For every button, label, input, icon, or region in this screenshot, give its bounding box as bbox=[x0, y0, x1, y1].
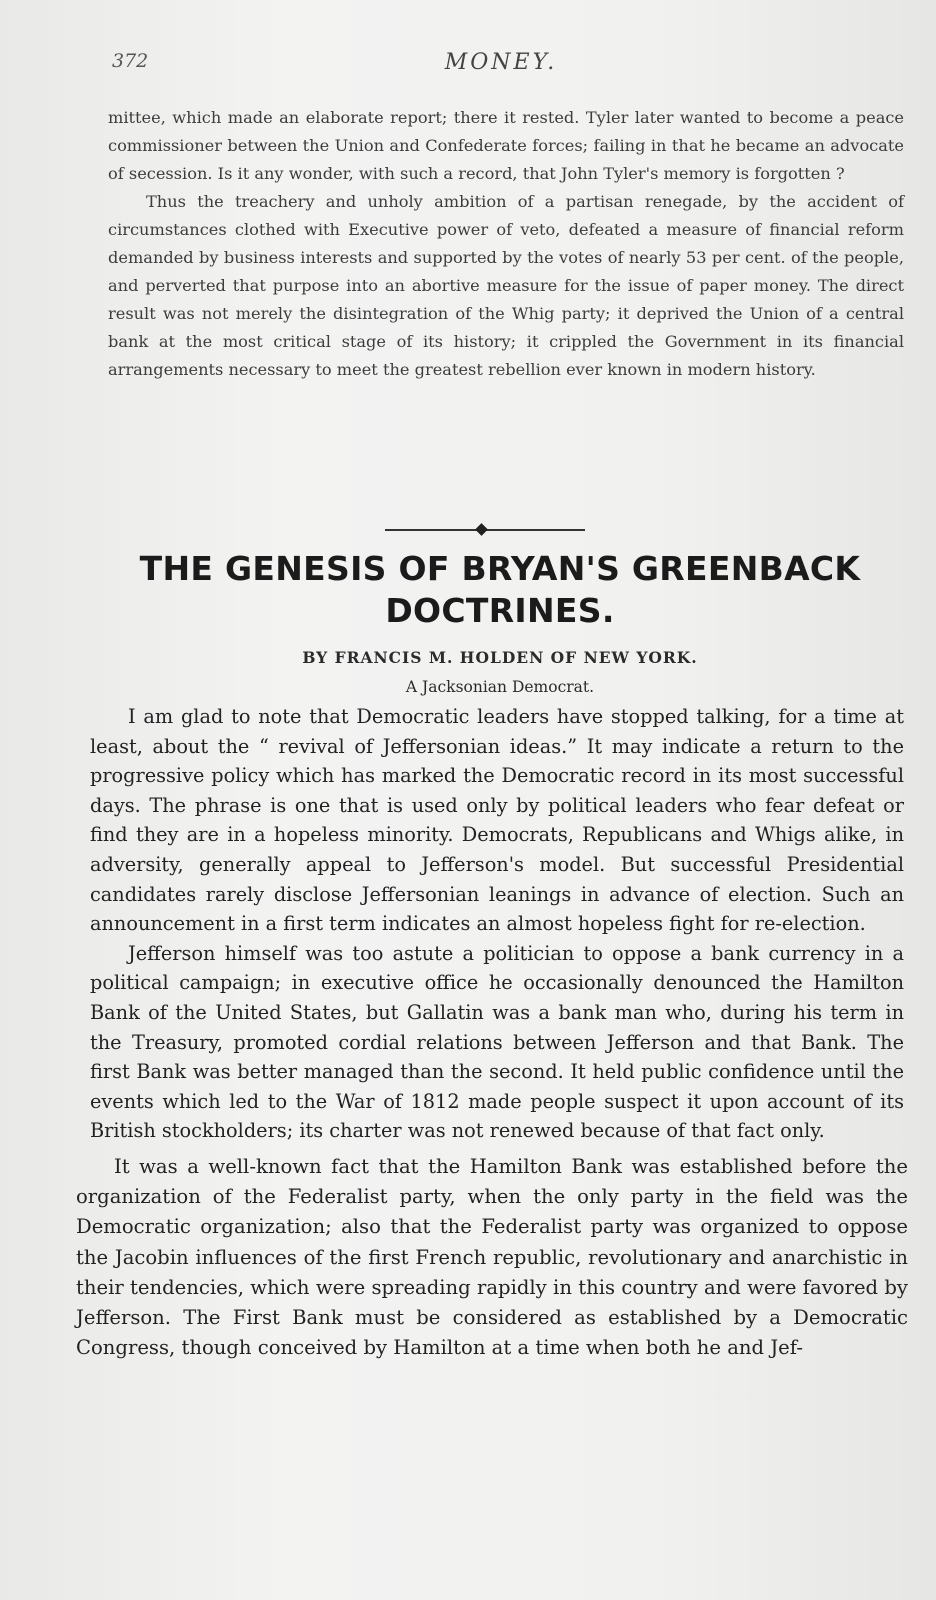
previous-paragraph: mittee, which made an elaborate report; there it rested. Tyler later wanted to become a peace commissioner between the Union and Confederate forces; failing in that he became an advocate of secession. Is it any wonder, with such a record, that John Tyler's memory is forgotten ? bbox=[108, 108, 904, 183]
article-paragraph: It was a well-known fact that the Hamilton Bank was established before the organization of the Federalist party, when the only party in the field was the Democratic organization; also that the Federalist party was organized to oppose the Jacobin influences of the first French republic, revolutionary and anarchistic in their tendencies, which were spreading rapidly in this country and were favored by Jefferson. The First Bank must be considered as established by a Democratic Congress, though conceived by Hamilton at a time when both he and Jef- bbox=[76, 1154, 908, 1360]
article-byline: BY FRANCIS M. HOLDEN OF NEW YORK. bbox=[302, 648, 698, 667]
article-title: THE GENESIS OF BRYAN'S GREENBACK DOCTRINES. bbox=[139, 549, 861, 630]
page-number: 372 bbox=[112, 50, 149, 72]
article-paragraph: I am glad to note that Democratic leaders have stopped talking, for a time at least, about the “ revival of Jeffersonian ideas.” It may indicate a return to the progressive policy which has marked the Democratic record in its most successful days. The phrase is one that is used only by political leaders who fear defeat or find they are in a hopeless minority. Democrats, Republicans and Whigs alike, in adversity, generally appeal to Jefferson's model. But successful Presidential candidates rarely disclose Jeffersonian leanings in advance of election. Such an announcement in a first term indicates an almost hopeless fight for re-election. bbox=[90, 705, 904, 936]
previous-article-continuation bbox=[108, 104, 904, 384]
running-title: MONEY. bbox=[444, 50, 558, 75]
diamond-ornament-icon bbox=[475, 523, 488, 536]
article-paragraph: Jefferson himself was too astute a politician to oppose a bank currency in a political campaign; in executive office he occasionally denounced the Hamilton Bank of the United States, but Gallatin was a bank man who, during his term in the Treasury, promoted cordial relations between Jefferson and that Bank. The first Bank was better managed than the second. It held public confidence until the events which led to the War of 1812 made people suspect it upon account of its British stockholders; its charter was not renewed because of that fact only. bbox=[90, 941, 904, 1143]
author-affiliation: A Jacksonian Democrat. bbox=[405, 678, 595, 696]
article-body bbox=[76, 702, 908, 1363]
section-divider-ornament bbox=[385, 524, 585, 536]
previous-paragraph: Thus the treachery and unholy ambition of a partisan renegade, by the accident of circumstances clothed with Executive power of veto, defeated a measure of financial reform demanded by business interests and supported by the votes of nearly 53 per cent. of the people, and perverted that purpose into an abortive measure for the issue of paper money. The direct result was not merely the disintegration of the Whig party; it deprived the Union of a central bank at the most critical stage of its history; it crippled the Government in its financial arrangements necessary to meet the greatest rebellion ever known in modern history. bbox=[108, 192, 904, 379]
running-head bbox=[112, 50, 890, 80]
